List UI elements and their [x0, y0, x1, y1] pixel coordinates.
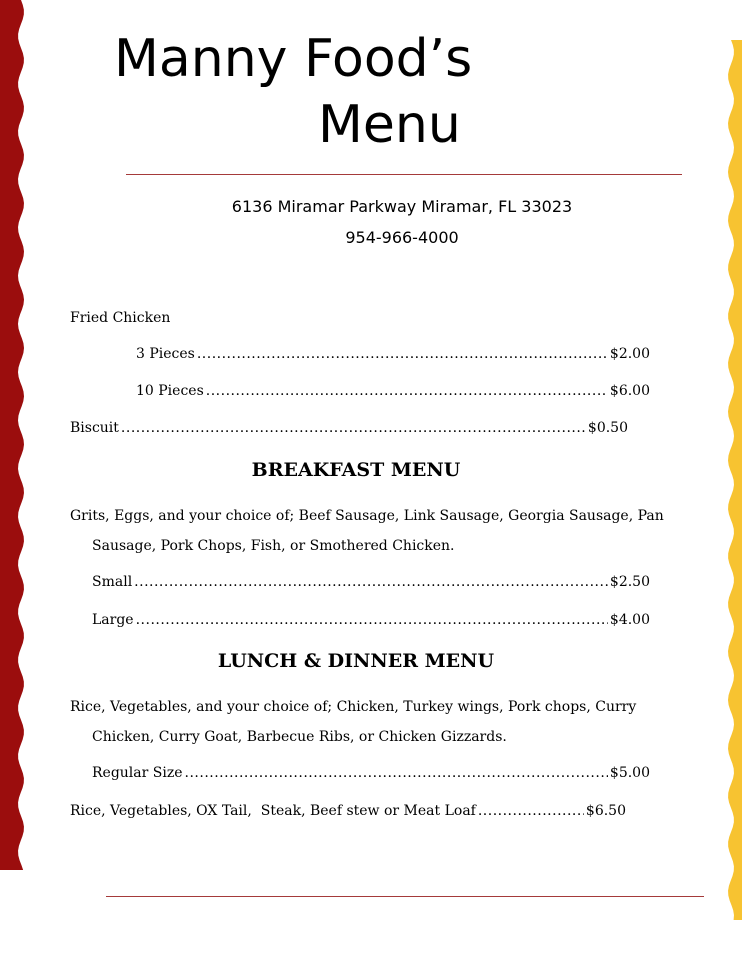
menu-item-regular-size [92, 763, 650, 783]
menu-title-line2: Menu [318, 95, 461, 155]
menu-item-biscuit [70, 418, 628, 438]
left-wavy-border [0, 0, 24, 870]
dot-leader [121, 418, 586, 438]
menu-item-3-pieces [136, 344, 650, 364]
item-name: 3 Pieces [136, 346, 195, 362]
menu-item-small [92, 572, 650, 592]
lunch-dinner-heading: LUNCH & DINNER MENU [217, 650, 495, 672]
item-name: Large [92, 612, 134, 628]
dot-leader [206, 381, 608, 401]
dot-leader [136, 610, 608, 630]
right-wavy-border [728, 40, 742, 920]
lunch-description-line1: Rice, Vegetables, and your choice of; Chicken, Turkey wings, Pork chops, Curry [70, 699, 637, 715]
item-price: $2.00 [609, 346, 650, 362]
item-name: 10 Pieces [136, 383, 204, 399]
item-price: $0.50 [587, 420, 628, 436]
phone-number: 954-966-4000 [345, 228, 459, 247]
breakfast-description-line1: Grits, Eggs, and your choice of; Beef Sausage, Link Sausage, Georgia Sausage, Pan [70, 508, 664, 524]
item-price: $4.00 [609, 612, 650, 628]
dot-leader [185, 763, 608, 783]
menu-title-line1: Manny Food’s [114, 29, 473, 89]
item-price: $6.50 [585, 803, 626, 819]
item-name: Small [92, 574, 133, 590]
item-price: $2.50 [609, 574, 650, 590]
address: 6136 Miramar Parkway Miramar, FL 33023 [231, 197, 573, 216]
menu-item-oxtail-special [70, 801, 626, 821]
item-name: Regular Size [92, 765, 183, 781]
fried-chicken-label: Fried Chicken [70, 310, 171, 326]
top-divider [126, 174, 682, 175]
breakfast-heading: BREAKFAST MENU [251, 459, 461, 481]
breakfast-description-line2: Sausage, Pork Chops, Fish, or Smothered Chicken. [92, 538, 455, 554]
item-price: $5.00 [609, 765, 650, 781]
bottom-divider [106, 896, 704, 897]
item-price: $6.00 [609, 383, 650, 399]
menu-item-10-pieces [136, 381, 650, 401]
item-name: Biscuit [70, 420, 119, 436]
dot-leader [478, 801, 584, 821]
dot-leader [197, 344, 608, 364]
item-name: Rice, Vegetables, OX Tail, Steak, Beef stew or Meat Loaf [70, 803, 476, 819]
dot-leader [134, 572, 608, 592]
menu-item-large [92, 610, 650, 630]
lunch-description-line2: Chicken, Curry Goat, Barbecue Ribs, or Chicken Gizzards. [92, 729, 507, 745]
